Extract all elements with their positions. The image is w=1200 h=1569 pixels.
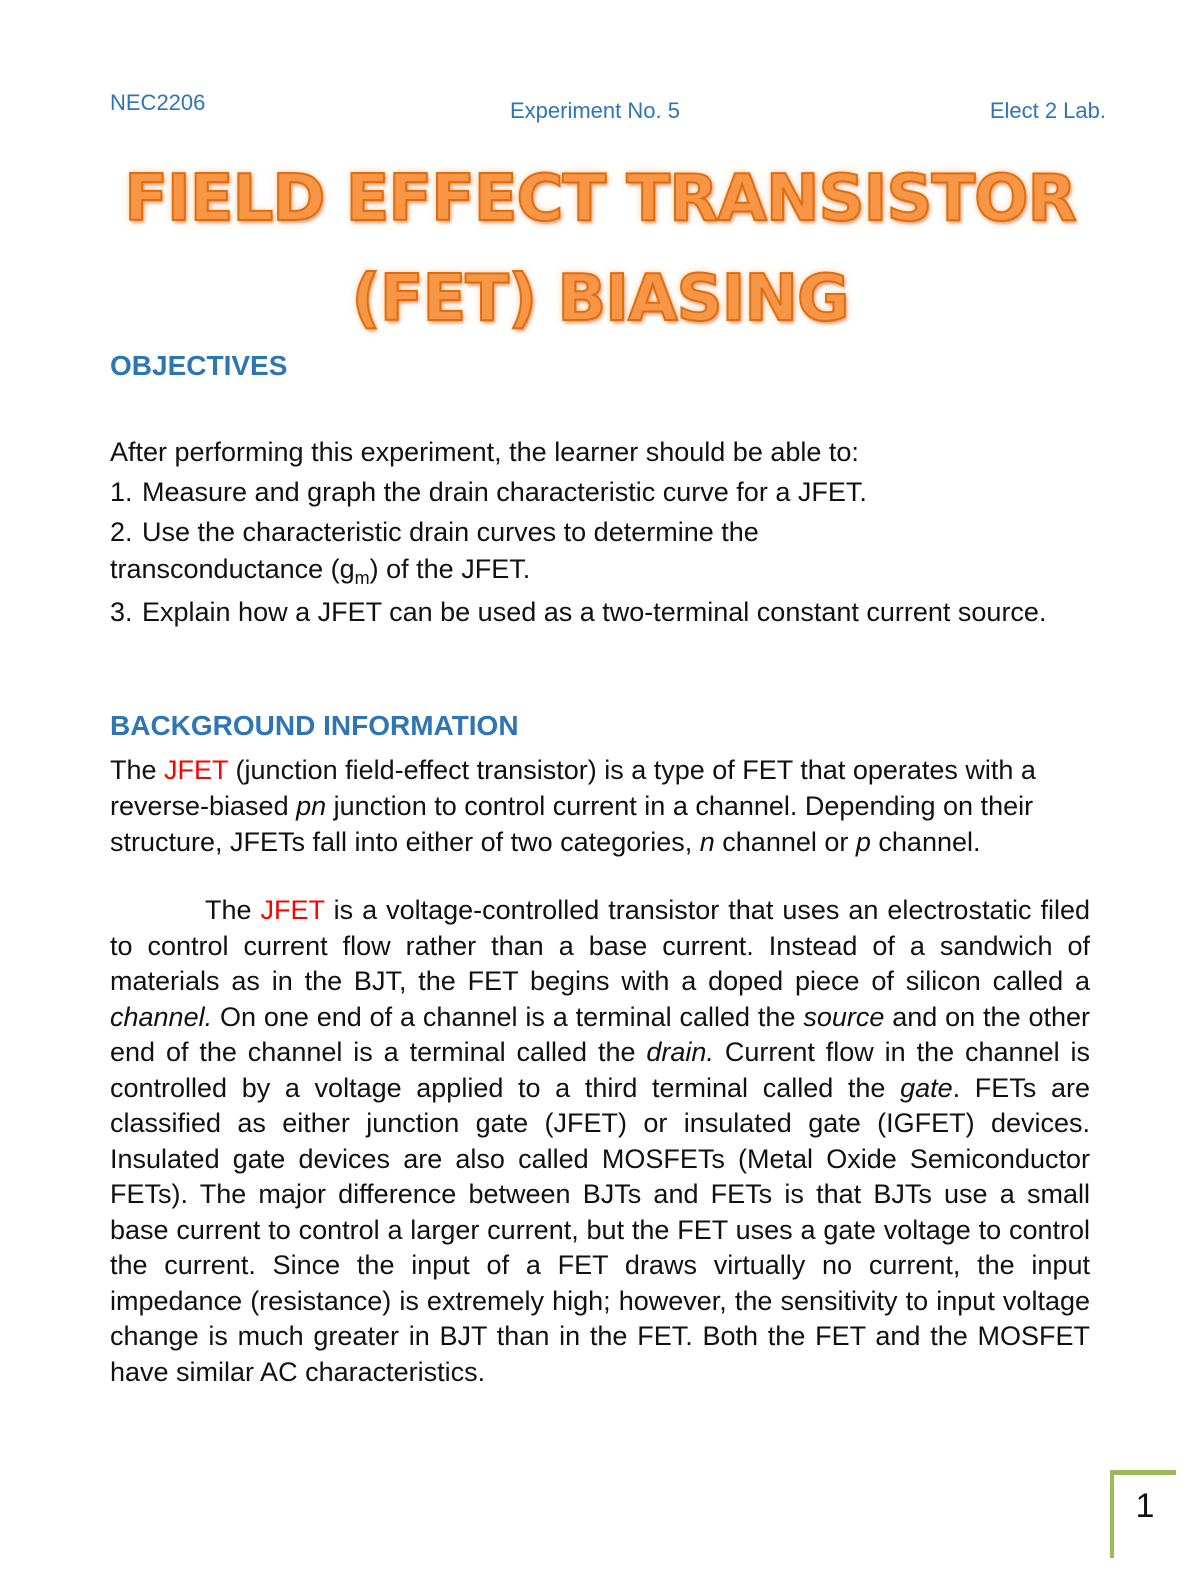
objectives-intro: After performing this experiment, the learner should be able to: <box>110 437 859 467</box>
text-run: channel. <box>870 827 981 857</box>
objective-text-end: ) of the JFET. <box>369 554 531 584</box>
objective-number: 2. <box>110 517 133 547</box>
text-run: (junction field-effect transistor) is a type of FET that operates with a reverse-biased <box>110 755 1036 821</box>
objective-item-2 <box>110 514 1090 591</box>
text-run: The <box>110 755 165 785</box>
objective-number: 1. <box>110 477 133 507</box>
text-run: Current flow in the channel is controlled by a voltage applied to a third terminal called the <box>110 1037 1090 1103</box>
objective-item-1 <box>110 474 1090 511</box>
subscript-m: m <box>354 568 370 588</box>
objective-item-3 <box>110 594 1090 631</box>
source-term: source <box>803 1001 885 1032</box>
gate-term: gate <box>900 1072 953 1103</box>
objective-text: Measure and graph the drain characteristic curve for a JFET. <box>142 477 867 507</box>
background-paragraph-2 <box>110 893 1090 1390</box>
document-title-line-1: FIELD EFFECT TRANSISTOR <box>124 162 1076 236</box>
jfet-highlight: JFET <box>260 895 325 925</box>
p-term: p <box>855 827 871 857</box>
channel-term: channel. <box>110 1001 213 1032</box>
drain-term: drain. <box>646 1037 714 1067</box>
background-paragraph-1 <box>110 752 1090 860</box>
objective-text: Explain how a JFET can be used as a two-terminal constant current source. <box>142 597 1047 627</box>
objective-number: 3. <box>110 597 133 627</box>
text-run: junction to control current in a channel. Depending on their structure, JFETs fall into either of two categories, <box>110 791 1034 857</box>
header-experiment-number: Experiment No. 5 <box>510 98 680 123</box>
jfet-highlight: JFET <box>164 755 229 785</box>
objectives-heading: OBJECTIVES <box>110 350 288 381</box>
header-course-code: NEC2206 <box>110 90 206 115</box>
text-run: and on the other end of the channel is a terminal called the <box>110 1001 1090 1067</box>
text-run: . FETs are classified as either junction gate (JFET) or insulated gate (IGFET) devices. Insulated gate devices are also called MOSFETs (Metal Oxide Semiconductor FETs). The major difference between BJTs and FETs is that BJTs use a small base current to control a larger current, but the FET uses a gate voltage to control the current. Since the input of a FET draws virtually no current, the input impedance (resistance) is extremely high; however, the sensitivity to input voltage change is much greater in BJT than in the FET. Both the FET and the MOSFET have similar AC characteristics. <box>110 1072 1090 1387</box>
objective-text-continued: transconductance (g <box>110 554 355 584</box>
text-run: The <box>205 895 261 925</box>
page-number-box <box>1110 1470 1176 1558</box>
pn-term: pn <box>296 791 327 821</box>
page-number: 1 <box>1135 1487 1155 1525</box>
n-term: n <box>699 827 715 857</box>
objective-text: Use the characteristic drain curves to determine the <box>142 517 759 547</box>
background-heading: BACKGROUND INFORMATION <box>110 710 519 741</box>
text-run: is a voltage-controlled transistor that uses an electrostatic filed to control current flow rather than a base current. Instead of a sandwich of materials as in the BJT, the FET begins with a doped piece of silicon called a <box>110 895 1091 996</box>
header-lab-name: Elect 2 Lab. <box>989 98 1106 123</box>
text-run: channel or <box>714 827 856 857</box>
text-run: On one end of a channel is a terminal called the <box>212 1001 804 1032</box>
document-title-line-2: (FET) BIASING <box>351 262 849 336</box>
